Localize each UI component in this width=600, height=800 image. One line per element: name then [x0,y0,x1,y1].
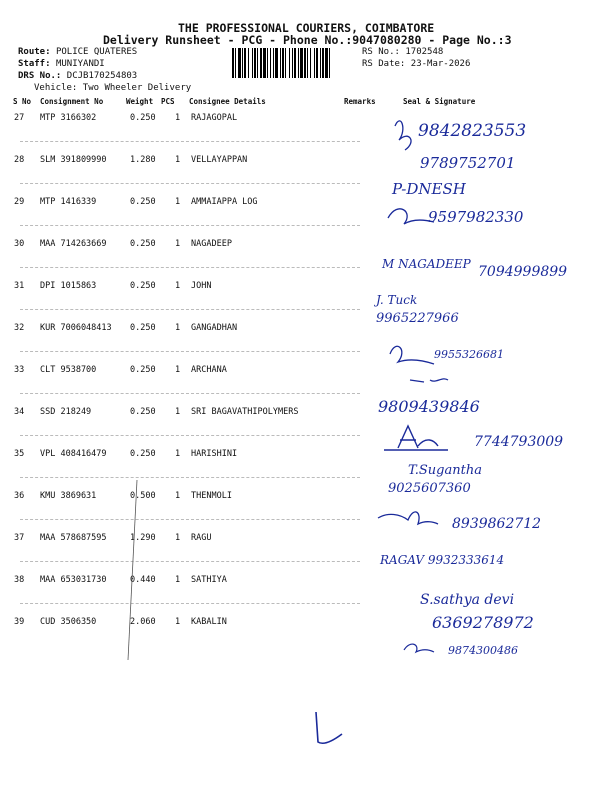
rs-date-label: RS Date: [362,59,406,69]
handwritten-note: T.Sugantha [408,463,482,478]
handwritten-note: M NAGADEEP [382,257,471,271]
vehicle-label: Vehicle: [34,83,78,93]
company-title: THE PROFESSIONAL COURIERS, COIMBATORE [178,21,435,35]
row-weight: 0.250 [130,113,156,123]
row-consignee: RAGU [191,533,212,543]
row-sno: 27 [14,113,25,123]
row-consignment: SSD 218249 [40,407,92,417]
runsheet-subtitle: Delivery Runsheet - PCG - Phone No.:9047080280 - Page No.:3 [103,33,512,47]
row-sno: 31 [14,281,25,291]
row-sno: 33 [14,365,25,375]
handwritten-note: 9874300486 [448,644,518,657]
handwritten-note: 6369278972 [432,613,534,632]
handwritten-note: 9965227966 [376,311,459,326]
row-consignment: MAA 578687595 [40,533,107,543]
row-weight: 0.250 [130,323,156,333]
col-weight: Weight [126,97,154,106]
row-consignment: MAA 653031730 [40,575,107,585]
row-sno: 32 [14,323,25,333]
row-weight: 0.250 [130,365,156,375]
row-pcs: 1 [175,407,181,417]
row-consignment: KUR 7006048413 [40,323,112,333]
row-weight: 2.060 [130,617,156,627]
col-consignee: Consignee Details [189,97,266,106]
row-pcs: 1 [175,155,181,165]
handwritten-note: P-DNESH [392,180,466,198]
row-pcs: 1 [175,617,181,627]
handwritten-note: 9842823553 [418,121,527,141]
row-sno: 36 [14,491,25,501]
row-sno: 28 [14,155,25,165]
row-consignee: GANGADHAN [191,323,238,333]
row-consignment: MTP 1416339 [40,197,97,207]
row-sno: 35 [14,449,25,459]
row-consignment: SLM 391809990 [40,155,107,165]
handwritten-note: 9025607360 [388,481,471,496]
handwritten-note: RAGAV 9932333614 [380,553,505,567]
row-consignee: ARCHANA [191,365,227,375]
route-value: POLICE QUATERES [55,47,138,57]
row-pcs: 1 [175,239,181,249]
row-consignment: KMU 3869631 [40,491,97,501]
row-consignment: MTP 3166302 [40,113,97,123]
row-weight: 0.250 [130,449,156,459]
row-consignee: VELLAYAPPAN [191,155,248,165]
route-label: Route: [18,47,51,57]
col-pcs: PCS [161,97,175,106]
row-consignee: AMMAIAPPA LOG [191,197,258,207]
row-pcs: 1 [175,365,181,375]
row-weight: 0.250 [130,239,156,249]
row-pcs: 1 [175,491,181,501]
rs-date-value: 23-Mar-2026 [410,59,471,69]
row-pcs: 1 [175,197,181,207]
handwritten-note: 9955326681 [434,348,504,361]
row-consignment: MAA 714263669 [40,239,107,249]
handwritten-note: 8939862712 [452,516,542,532]
row-sno: 29 [14,197,25,207]
row-consignee: HARISHINI [191,449,238,459]
row-consignee: THENMOLI [191,491,232,501]
row-pcs: 1 [175,323,181,333]
row-pcs: 1 [175,113,181,123]
row-consignment: CLT 9538700 [40,365,97,375]
row-consignment: VPL 408416479 [40,449,107,459]
row-pcs: 1 [175,533,181,543]
col-seal: Seal & Signature [403,97,476,106]
handwritten-note: 9809439846 [378,397,480,416]
rs-no-label: RS No.: [362,47,400,57]
row-weight: 1.290 [130,533,156,543]
row-pcs: 1 [175,449,181,459]
col-remarks: Remarks [344,97,376,106]
handwritten-note: J. Tuck [376,293,418,307]
row-consignee: RAJAGOPAL [191,113,238,123]
rs-no-value: 1702548 [405,47,444,57]
row-weight: 0.250 [130,281,156,291]
row-pcs: 1 [175,575,181,585]
col-consignment: Consignment No [40,97,104,106]
staff-label: Staff: [18,59,51,69]
row-consignment: CUD 3506350 [40,617,97,627]
row-pcs: 1 [175,281,181,291]
row-sno: 37 [14,533,25,543]
drs-value: DCJB170254803 [66,71,138,81]
row-consignment: DPI 1015863 [40,281,97,291]
drs-label: DRS No.: [18,71,62,81]
row-consignee: KABALIN [191,617,227,627]
handwritten-note: 9789752701 [420,154,516,172]
row-consignee: SRI BAGAVATHIPOLYMERS [191,407,299,417]
row-weight: 1.280 [130,155,156,165]
row-consignee: SATHIYA [191,575,227,585]
row-weight: 0.500 [130,491,156,501]
row-consignee: NAGADEEP [191,239,232,249]
row-weight: 0.250 [130,197,156,207]
row-sno: 34 [14,407,25,417]
vehicle-value: Two Wheeler Delivery [82,83,192,93]
row-sno: 30 [14,239,25,249]
row-weight: 0.250 [130,407,156,417]
handwritten-note: S.sathya devi [420,592,515,608]
staff-value: MUNIYANDI [55,59,105,69]
row-sno: 38 [14,575,25,585]
row-sno: 39 [14,617,25,627]
handwritten-note: 9597982330 [428,208,524,226]
row-consignee: JOHN [191,281,212,291]
handwritten-note: 7094999899 [478,264,568,280]
row-weight: 0.440 [130,575,156,585]
handwritten-note: 7744793009 [474,434,564,450]
col-sno: S No [13,97,32,106]
